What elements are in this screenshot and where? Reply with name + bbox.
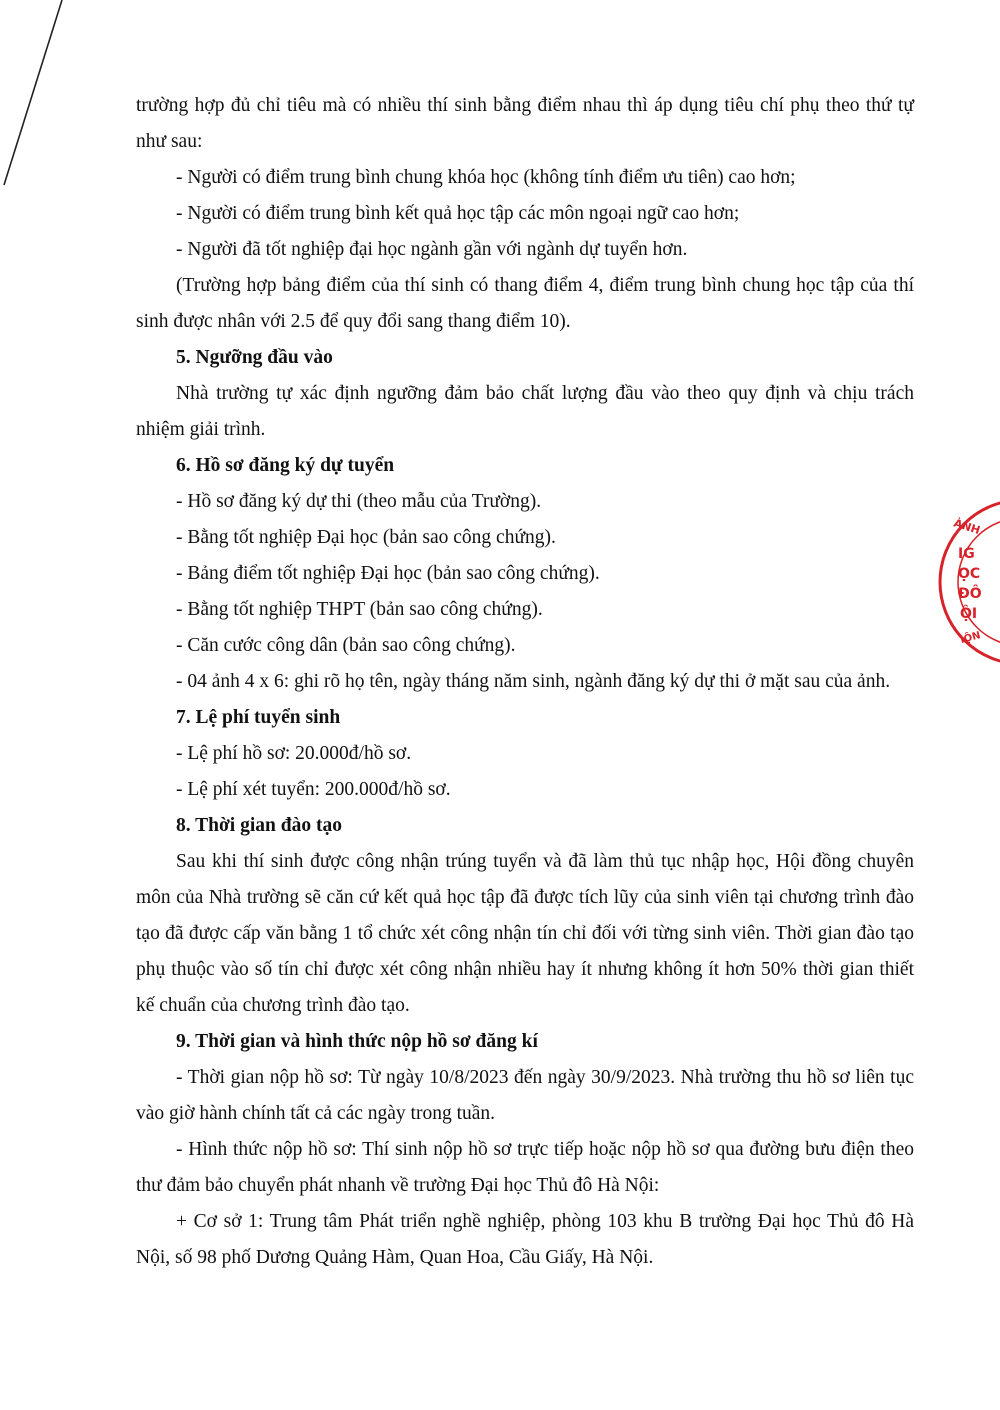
list-item: - Bằng tốt nghiệp Đại học (bản sao công chứng).	[176, 527, 556, 548]
stamp-fragment: ỘI	[960, 606, 978, 622]
list-item: - Thời gian nộp hồ sơ: Từ ngày 10/8/2023 đến ngày 30/9/2023. Nhà trường thu hồ sơ liên tục vào giờ hành chính tất cả các ngày trong tuần.	[136, 1067, 914, 1124]
list-item: - Lệ phí xét tuyển: 200.000đ/hồ sơ.	[176, 779, 451, 800]
paragraph-continuation: trường hợp đủ chỉ tiêu mà có nhiều thí sinh bằng điểm nhau thì áp dụng tiêu chí phụ theo thứ tự như sau:	[136, 95, 914, 152]
paragraph-note: (Trường hợp bảng điểm của thí sinh có thang điểm 4, điểm trung bình chung học tập của thí sinh được nhân với 2.5 để quy đổi sang thang điểm 10).	[136, 275, 914, 332]
paragraph-body: Sau khi thí sinh được công nhận trúng tuyển và đã làm thủ tục nhập học, Hội đồng chuyên môn của Nhà trường sẽ căn cứ kết quả học tập đã được tích lũy của sinh viên tại chương trình đào tạo đã được cấp văn bằng 1 tổ chức xét công nhận tín chỉ đối với từng sinh viên. Thời gian đào tạo phụ thuộc vào số tín chỉ được xét công nhận nhiều hay ít nhưng không ít hơn 50% thời gian thiết kế chuẩn của chương trình đào tạo.	[136, 851, 914, 1016]
list-item: - Hình thức nộp hồ sơ: Thí sinh nộp hồ sơ trực tiếp hoặc nộp hồ sơ qua đường bưu điện theo thư đảm bảo chuyển phát nhanh về trường Đại học Thủ đô Hà Nội:	[136, 1139, 914, 1196]
document-body	[136, 88, 914, 1276]
section-heading-8: 8. Thời gian đào tạo	[176, 815, 342, 836]
red-seal-stamp	[930, 490, 1000, 680]
stamp-fragment: IG	[958, 546, 975, 562]
list-item: - Lệ phí hồ sơ: 20.000đ/hồ sơ.	[176, 743, 412, 764]
list-item: - Bằng tốt nghiệp THPT (bản sao công chứng).	[176, 599, 543, 620]
section-heading-5: 5. Ngưỡng đầu vào	[176, 347, 333, 368]
section-heading-7: 7. Lệ phí tuyển sinh	[176, 707, 341, 728]
stamp-fragment: ỌC	[958, 566, 981, 582]
list-item: + Cơ sở 1: Trung tâm Phát triển nghề nghiệp, phòng 103 khu B trường Đại học Thủ đô Hà Nội, số 98 phố Dương Quảng Hàm, Quan Hoa, Cầu Giấy, Hà Nội.	[136, 1211, 914, 1268]
stamp-fragment: ÀNH	[952, 516, 982, 538]
criterion-item: - Người đã tốt nghiệp đại học ngành gần với ngành dự tuyển hơn.	[176, 239, 688, 260]
section-heading-6: 6. Hồ sơ đăng ký dự tuyển	[176, 455, 395, 476]
list-item: - 04 ảnh 4 x 6: ghi rõ họ tên, ngày tháng năm sinh, ngành đăng ký dự thi ở mặt sau của ảnh.	[176, 671, 891, 692]
list-item: - Hồ sơ đăng ký dự thi (theo mẫu của Trường).	[176, 491, 542, 512]
paragraph-body: Nhà trường tự xác định ngưỡng đảm bảo chất lượng đầu vào theo quy định và chịu trách nhiệm giải trình.	[136, 383, 914, 440]
stamp-fragment: IỘN	[959, 630, 982, 647]
list-item: - Bảng điểm tốt nghiệp Đại học (bản sao công chứng).	[176, 563, 600, 584]
section-heading-9: 9. Thời gian và hình thức nộp hồ sơ đăng kí	[176, 1031, 538, 1052]
stamp-fragment: ĐÔ	[958, 586, 982, 602]
criterion-item: - Người có điểm trung bình chung khóa học (không tính điểm ưu tiên) cao hơn;	[176, 167, 796, 188]
list-item: - Căn cước công dân (bản sao công chứng).	[176, 635, 516, 656]
scan-edge-mark	[0, 0, 80, 200]
criterion-item: - Người có điểm trung bình kết quả học tập các môn ngoại ngữ cao hơn;	[176, 203, 740, 224]
